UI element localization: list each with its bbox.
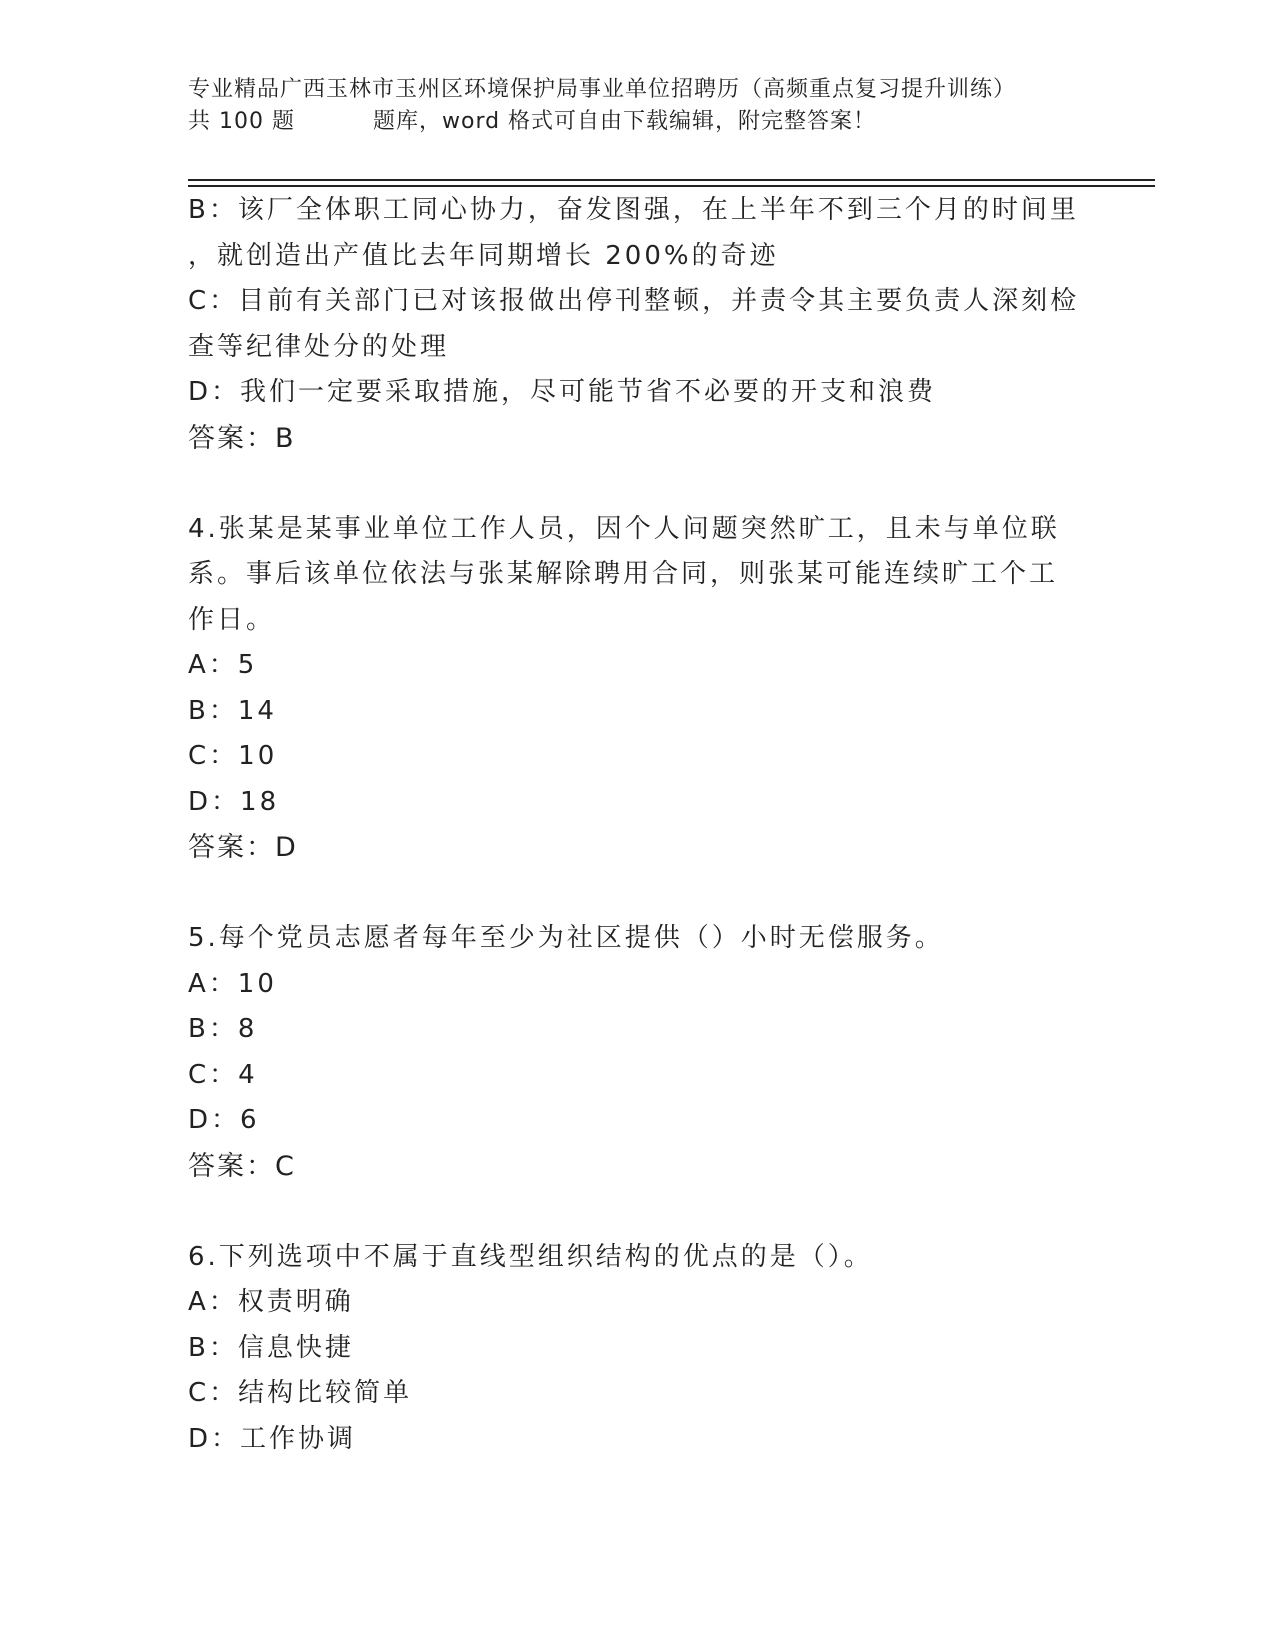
option-b: B：信息快捷 [188, 1332, 354, 1363]
answer: 答案：C [188, 1150, 296, 1182]
option-b-line-2: ，就创造出产值比去年同期增长 200%的奇迹 [188, 240, 779, 271]
option-b: B：8 [188, 1014, 258, 1044]
option-c: C：10 [188, 741, 278, 771]
option-a: A：权责明确 [188, 1287, 354, 1317]
option-b: B：14 [188, 695, 277, 726]
header-divider-top [188, 179, 1155, 181]
question-list [188, 188, 1088, 1462]
question-stem: 5.每个党员志愿者每年至少为社区提供（）小时无偿服务。 [188, 923, 944, 953]
option-c-line-1: C：目前有关部门已对该报做出停刊整顿，并责令其主要负责人深刻检 [188, 286, 1080, 316]
option-d: D：6 [188, 1105, 260, 1135]
option-c-line-2: 查等纪律处分的处理 [188, 331, 450, 362]
header-description: 题库，word 格式可自由下载编辑，附完整答案！ [372, 109, 877, 134]
header-divider-bottom [188, 185, 1155, 187]
option-a: A：5 [188, 650, 258, 680]
page-header [188, 74, 1148, 138]
question-stem-line-3: 作日。 [188, 604, 276, 635]
option-a: A：10 [188, 968, 277, 999]
answer: 答案：D [188, 832, 298, 863]
question-3 [188, 188, 1088, 461]
header-subtitle [188, 106, 1148, 138]
option-c: C：结构比较简单 [188, 1378, 413, 1408]
header-title: 专业精品广西玉林市玉州区环境保护局事业单位招聘历（高频重点复习提升训练） [188, 77, 1017, 102]
question-6 [188, 1235, 1088, 1463]
option-d: D：我们一定要采取措施，尽可能节省不必要的开支和浪费 [188, 377, 937, 407]
question-stem: 6.下列选项中不属于直线型组织结构的优点的是（）。 [188, 1241, 873, 1272]
question-4 [188, 507, 1088, 871]
option-c: C：4 [188, 1059, 258, 1090]
answer: 答案：B [188, 422, 296, 454]
question-stem-line-1: 4.张某是某事业单位工作人员，因个人问题突然旷工，且未与单位联 [188, 513, 1060, 544]
option-d: D：工作协调 [188, 1423, 357, 1454]
question-stem-line-2: 系。事后该单位依法与张某解除聘用合同，则张某可能连续旷工个工 [188, 559, 1059, 589]
question-5 [188, 916, 1088, 1189]
option-d: D：18 [188, 786, 280, 817]
option-b-line-1: B：该厂全体职工同心协力，奋发图强，在上半年不到三个月的时间里 [188, 195, 1079, 225]
header-question-count: 共 100 题 [188, 109, 295, 134]
